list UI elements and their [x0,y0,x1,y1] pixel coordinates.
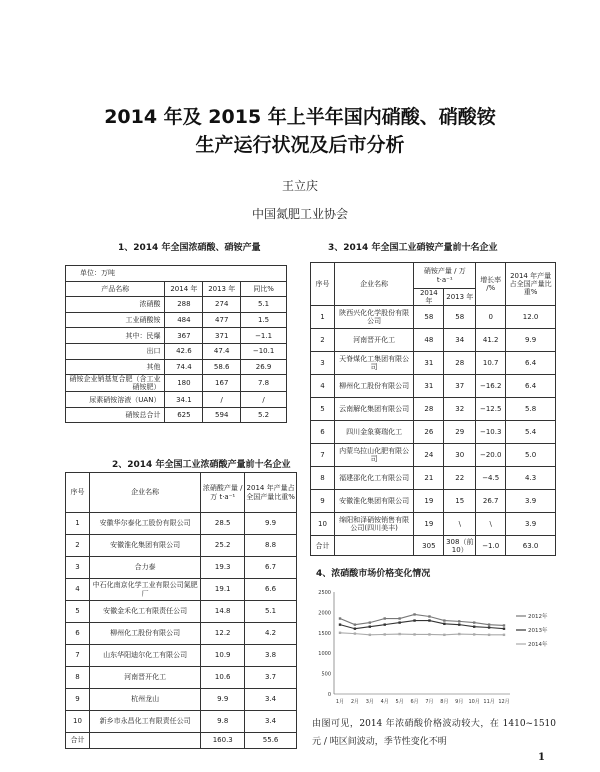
data-point [458,620,460,622]
t3-row [311,306,556,329]
t3-cell: 48 [414,329,444,352]
data-point [398,617,400,619]
series-line [340,621,504,629]
y-tick-label: 1500 [318,630,331,637]
nitric-acid-top10-table [65,472,297,749]
t3-cell: 1 [311,306,335,329]
t2-header-output: 浓硝酸产量 / 万 t·a⁻¹ [201,473,245,513]
t2-cell: 6 [66,623,90,645]
author: 王立庆 [281,179,318,193]
t2-cell: 19.1 [201,579,245,601]
x-tick-label: 1月 [335,699,345,705]
t1-cell: 58.6 [203,359,241,375]
t3-row [311,398,556,421]
t3-header-no: 序号 [311,263,335,306]
x-tick-label: 10月 [468,699,480,705]
t2-cell: 25.2 [201,535,245,557]
t3-total-share: 63.0 [506,536,556,556]
data-point [503,624,505,626]
t1-cell: 34.1 [165,392,203,408]
data-point [384,623,386,625]
t3-cell: 绵阳和泽硝铵销售有限公司(四川美丰) [334,513,413,536]
t1-row [66,297,287,313]
t3-total-label: 合计 [311,536,335,556]
t2-row [66,513,297,535]
t1-cell: 其中：民爆 [66,328,165,344]
t3-cell: 天脊煤化工集团有限公司 [334,352,413,375]
t2-cell: 19.3 [201,557,245,579]
t1-cell: 工业硝酸铵 [66,312,165,328]
data-point [369,634,371,636]
t3-cell: 34 [444,329,476,352]
t3-cell: 3 [311,352,335,375]
y-tick-label: 500 [321,671,331,678]
x-tick-label: 9月 [455,699,464,705]
t3-row [311,513,556,536]
t3-cell: 29 [444,421,476,444]
section3-heading: 3、2014 年全国工业硝铵产量前十名企业 [328,243,498,253]
t2-cell: 杭州龙山 [89,689,200,711]
t3-cell: \ [476,513,506,536]
t2-cell: 9 [66,689,90,711]
t2-cell: 2 [66,535,90,557]
t2-cell: 10.6 [201,667,245,689]
t3-row [311,329,556,352]
legend-label: 2012年 [528,614,548,620]
data-point [458,633,460,635]
t3-cell: 22 [444,467,476,490]
t2-cell: 4 [66,579,90,601]
t1-row [66,407,287,423]
t2-cell: 河南晋开化工 [89,667,200,689]
t2-row [66,535,297,557]
t2-total-empty [89,733,200,749]
section1-heading: 1、2014 年全国浓硝酸、硝铵产量 [118,243,261,253]
t3-cell: 3.9 [506,490,556,513]
t1-row [66,359,287,375]
production-table [65,265,287,423]
data-point [488,634,490,636]
t2-cell: 3.4 [245,711,297,733]
t2-row [66,711,297,733]
t1-cell: 274 [203,297,241,313]
t3-row [311,490,556,513]
data-point [428,615,430,617]
t3-cell: 4 [311,375,335,398]
t1-cell: 288 [165,297,203,313]
t1-cell: −10.1 [241,343,287,359]
unit-label: 单位：万吨 [66,266,287,282]
t3-header-company: 企业名称 [334,263,413,306]
header-2013: 2013 年 [203,281,241,297]
t2-cell: 3 [66,557,90,579]
t3-cell: 7 [311,444,335,467]
t3-cell: 0 [476,306,506,329]
t3-cell: 内蒙乌拉山化肥有限公司 [334,444,413,467]
t1-row [66,375,287,392]
t2-header-company: 企业名称 [89,473,200,513]
data-point [354,632,356,634]
section2-heading: 2、2014 年全国工业浓硝酸产量前十名企业 [112,460,291,470]
t1-cell: 367 [165,328,203,344]
series-line [340,614,504,625]
y-tick-label: 2500 [318,590,331,596]
t3-cell: 12.0 [506,306,556,329]
t2-total-share: 55.6 [245,733,297,749]
t3-header-share: 2014 年产量占全国产量比重% [506,263,556,306]
t3-cell: 5.0 [506,444,556,467]
t1-cell: −1.1 [241,328,287,344]
t2-cell: 9.9 [245,513,297,535]
t2-row [66,601,297,623]
t3-cell: 15 [444,490,476,513]
t2-cell: 新乡市永昌化工有限责任公司 [89,711,200,733]
t1-cell: 硝铵总合计 [66,407,165,423]
t3-cell: 2 [311,329,335,352]
t3-cell: 58 [444,306,476,329]
t3-row [311,421,556,444]
t1-cell: 47.4 [203,343,241,359]
t1-cell: 5.2 [241,407,287,423]
t2-cell: 柳州化工股份有限公司 [89,623,200,645]
data-point [473,633,475,635]
t1-cell: 74.4 [165,359,203,375]
t2-row [66,557,297,579]
data-point [339,623,341,625]
y-tick-label: 2000 [318,610,331,617]
t2-cell: 安徽华尔泰化工股份有限公司 [89,513,200,535]
t2-cell: 9.9 [201,689,245,711]
t2-cell: 5.1 [245,601,297,623]
t2-row [66,645,297,667]
t3-cell: 31 [414,375,444,398]
data-point [488,623,490,625]
data-point [473,621,475,623]
t3-row [311,444,556,467]
x-tick-label: 7月 [425,699,434,705]
t3-cell: 21 [414,467,444,490]
t3-cell: 5.4 [506,421,556,444]
t2-cell: 12.2 [201,623,245,645]
x-tick-label: 5月 [395,699,404,705]
t2-cell: 28.5 [201,513,245,535]
x-tick-label: 12月 [498,699,510,705]
t2-row [66,689,297,711]
t3-cell: 10 [311,513,335,536]
data-point [413,613,415,615]
t3-cell: 安徽淮化集团有限公司 [334,490,413,513]
t3-cell: 6.4 [506,375,556,398]
t1-cell: 7.8 [241,375,287,392]
t2-cell: 安徽淮化集团有限公司 [89,535,200,557]
t1-cell: 其他 [66,359,165,375]
t2-cell: 8 [66,667,90,689]
t2-cell: 14.8 [201,601,245,623]
data-point [354,623,356,625]
t1-cell: 26.9 [241,359,287,375]
t2-row [66,667,297,689]
t3-cell: −16.2 [476,375,506,398]
data-point [488,626,490,628]
t3-cell: 19 [414,490,444,513]
t2-cell: 10.9 [201,645,245,667]
t2-cell: 6.6 [245,579,297,601]
t3-cell: 24 [414,444,444,467]
organization: 中国氮肥工业协会 [251,207,348,221]
t1-cell: / [241,392,287,408]
t3-header-growth: 增长率 /% [476,263,506,306]
data-point [428,619,430,621]
t2-cell: 8.8 [245,535,297,557]
t1-cell: 625 [165,407,203,423]
t3-cell: 5.8 [506,398,556,421]
t1-row [66,328,287,344]
t2-cell: 5 [66,601,90,623]
t3-cell: 5 [311,398,335,421]
header-2014: 2014 年 [165,281,203,297]
t3-total-empty [334,536,413,556]
t1-cell: 浓硝酸 [66,297,165,313]
data-point [384,633,386,635]
t2-cell: 3.7 [245,667,297,689]
data-point [503,634,505,636]
data-point [369,625,371,627]
y-tick-label: 0 [327,692,331,698]
t1-cell: / [203,392,241,408]
t3-cell: 福建邵化化工有限公司 [334,467,413,490]
t3-row [311,467,556,490]
price-chart [310,588,556,712]
data-point [443,619,445,621]
article-title-line2: 生产运行状况及后市分析 [195,134,405,156]
t3-cell: 陕西兴化化学股份有限公司 [334,306,413,329]
data-point [443,634,445,636]
t3-row [311,352,556,375]
t3-total-2013: 308（前 10） [444,536,476,556]
data-point [503,628,505,630]
t3-cell: 6.4 [506,352,556,375]
t2-total-label: 合计 [66,733,90,749]
article-title-line1: 2014 年及 2015 年上半年国内硝酸、硝酸铵 [104,106,496,128]
t3-cell: 9.9 [506,329,556,352]
t1-cell: 5.1 [241,297,287,313]
t3-subheader-2013: 2013 年 [444,289,476,306]
t3-total-2014: 305 [414,536,444,556]
t2-cell: 4.2 [245,623,297,645]
data-point [398,633,400,635]
t3-cell: 9 [311,490,335,513]
t2-cell: 中石化南京化学工业有限公司氮肥厂 [89,579,200,601]
legend-label: 2014年 [528,642,548,648]
t3-cell: 26.7 [476,490,506,513]
t3-cell: 4.3 [506,467,556,490]
data-point [398,621,400,623]
t3-cell: 32 [444,398,476,421]
t3-cell: 58 [414,306,444,329]
t3-cell: −12.5 [476,398,506,421]
t3-cell: 河南晋开化工 [334,329,413,352]
t1-cell: 硝铵企业销基复合肥（含工业硝铵肥） [66,375,165,392]
x-tick-label: 4月 [380,699,389,705]
section4-heading: 4、浓硝酸市场价格变化情况 [316,569,431,579]
t3-cell: 28 [414,398,444,421]
t1-cell: 180 [165,375,203,392]
t3-header-output: 硝铵产量 / 万 t·a⁻¹ [414,263,476,289]
data-point [443,623,445,625]
t1-cell: 42.6 [165,343,203,359]
x-tick-label: 3月 [365,699,374,705]
t3-subheader-2014: 2014 年 [414,289,444,306]
t2-cell: 1 [66,513,90,535]
t3-cell: 37 [444,375,476,398]
t3-cell: 云南解化集团有限公司 [334,398,413,421]
data-point [339,617,341,619]
t2-cell: 3.4 [245,689,297,711]
t3-cell: 28 [444,352,476,375]
t3-cell: 19 [414,513,444,536]
data-point [458,623,460,625]
t3-cell: 3.9 [506,513,556,536]
data-point [339,632,341,634]
t2-total-output: 160.3 [201,733,245,749]
t3-cell: 四川金象赛瑞化工 [334,421,413,444]
t2-cell: 6.7 [245,557,297,579]
t2-row [66,623,297,645]
t3-cell: 41.2 [476,329,506,352]
t3-total-growth: −1.0 [476,536,506,556]
t3-cell: 30 [444,444,476,467]
data-point [473,625,475,627]
t2-cell: 7 [66,645,90,667]
legend-label: 2013年 [528,628,548,634]
t2-row [66,579,297,601]
t3-cell: −4.5 [476,467,506,490]
data-point [428,633,430,635]
t1-cell: 尿素硝铵溶液（UAN） [66,392,165,408]
header-yoy: 同比% [241,281,287,297]
t3-cell: 26 [414,421,444,444]
t2-cell: 10 [66,711,90,733]
t1-row [66,392,287,408]
x-tick-label: 2月 [350,699,360,705]
t3-cell: 柳州化工股份有限公司 [334,375,413,398]
x-tick-label: 8月 [440,699,449,705]
t2-header-share: 2014 年产量占全国产量比重% [245,473,297,513]
t2-cell: 安徽金禾化工有限责任公司 [89,601,200,623]
t3-cell: 31 [414,352,444,375]
t3-cell: 10.7 [476,352,506,375]
series-line [340,633,504,635]
t1-cell: 出口 [66,343,165,359]
t1-cell: 167 [203,375,241,392]
x-tick-label: 6月 [410,699,419,705]
t1-cell: 484 [165,312,203,328]
data-point [369,621,371,623]
t1-cell: 371 [203,328,241,344]
t1-row [66,343,287,359]
header-product: 产品名称 [66,281,165,297]
t2-cell: 3.8 [245,645,297,667]
data-point [354,628,356,630]
t2-cell: 合力泰 [89,557,200,579]
t1-row [66,312,287,328]
t1-cell: 477 [203,312,241,328]
t3-cell: 8 [311,467,335,490]
t3-cell: 6 [311,421,335,444]
page-number: 1 [538,752,545,763]
t2-cell: 山东华阳迪尔化工有限公司 [89,645,200,667]
t3-cell: −10.3 [476,421,506,444]
t2-header-no: 序号 [66,473,90,513]
body-paragraph: 由图可见，2014 年浓硝酸价格波动较大，在 1410~1510 元 / 吨区间波动，季节性变化不明 [312,719,556,747]
t3-cell: \ [444,513,476,536]
t3-cell: −20.0 [476,444,506,467]
t3-row [311,375,556,398]
data-point [384,617,386,619]
t1-cell: 594 [203,407,241,423]
data-point [413,619,415,621]
t2-cell: 9.8 [201,711,245,733]
data-point [413,633,415,635]
ammonium-nitrate-top10-table [310,262,556,556]
t1-cell: 1.5 [241,312,287,328]
y-tick-label: 1000 [318,651,331,658]
x-tick-label: 11月 [483,699,495,705]
